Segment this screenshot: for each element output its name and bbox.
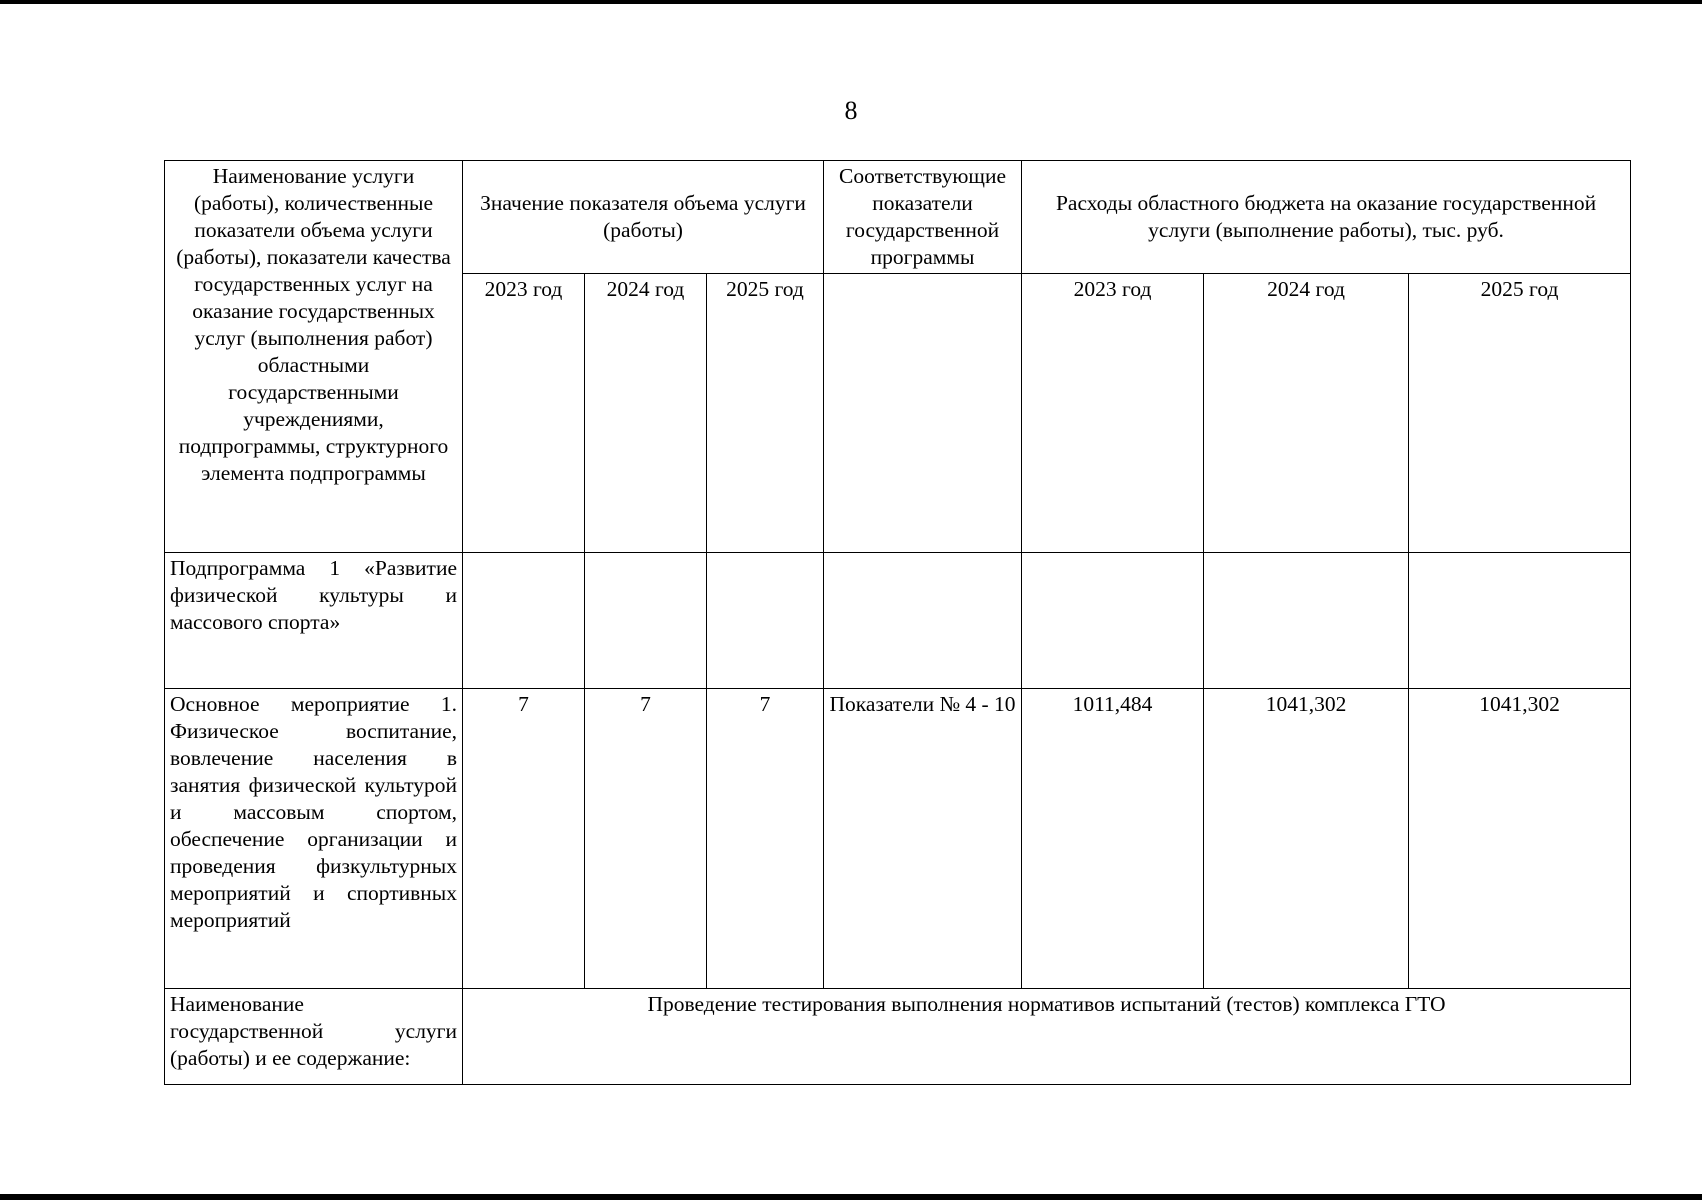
subprogram-cell: [707, 553, 824, 689]
subprogram-cell: [1409, 553, 1631, 689]
header-volume-cell: Значение показателя объема услуги (работы): [463, 161, 824, 274]
volume-value-2025: 7: [707, 689, 824, 989]
header-expenses-cell: Расходы областного бюджета на оказание государственной услуги (выполнение работы), тыс. руб.: [1022, 161, 1631, 274]
service-content: Проведение тестирования выполнения нормативов испытаний (тестов) комплекса ГТО: [463, 989, 1631, 1085]
volume-year-2025: 2025 год: [707, 274, 824, 553]
subprogram-cell: [824, 553, 1022, 689]
expense-value-2024: 1041,302: [1204, 689, 1409, 989]
expense-year-2023: 2023 год: [1022, 274, 1204, 553]
main-event-row: [165, 689, 1631, 989]
scan-edge-top: [0, 0, 1702, 4]
expense-year-2024: 2024 год: [1204, 274, 1409, 553]
service-row: [165, 989, 1631, 1085]
volume-value-2024: 7: [585, 689, 707, 989]
indicators-value: Показатели № 4 - 10: [824, 689, 1022, 989]
volume-year-2024: 2024 год: [585, 274, 707, 553]
subprogram-cell: [585, 553, 707, 689]
volume-value-2023: 7: [463, 689, 585, 989]
header-name-cell: Наименование услуги (работы), количественные показатели объема услуги (работы), показатели качества государственных услуг на оказание государственных услуг (выполнения работ) областными государственными учреждениями, подпрограммы, структурного элемента подпрограммы: [165, 161, 463, 553]
expense-value-2025: 1041,302: [1409, 689, 1631, 989]
volume-year-2023: 2023 год: [463, 274, 585, 553]
service-label: Наименование государственной услуги (работы) и ее содержание:: [165, 989, 463, 1085]
main-event-name: Основное мероприятие 1. Физическое воспитание, вовлечение населения в занятия физической культурой и массовым спортом, обеспечение организации и проведения физкультурных мероприятий и спортивных мероприятий: [165, 689, 463, 989]
scan-edge-bottom: [0, 1194, 1702, 1200]
expense-year-2025: 2025 год: [1409, 274, 1631, 553]
budget-table: [164, 160, 1631, 1085]
page-number: 8: [844, 96, 858, 125]
subprogram-row: [165, 553, 1631, 689]
subprogram-cell: [463, 553, 585, 689]
header-indicators-cell: Соответствующие показатели государственной программы: [824, 161, 1022, 274]
header-row-1: [165, 161, 1631, 274]
subprogram-cell: [1204, 553, 1409, 689]
expense-value-2023: 1011,484: [1022, 689, 1204, 989]
subprogram-cell: [1022, 553, 1204, 689]
subprogram-name: Подпрограмма 1 «Развитие физической культуры и массового спорта»: [165, 553, 463, 689]
indicators-empty-cell: [824, 274, 1022, 553]
